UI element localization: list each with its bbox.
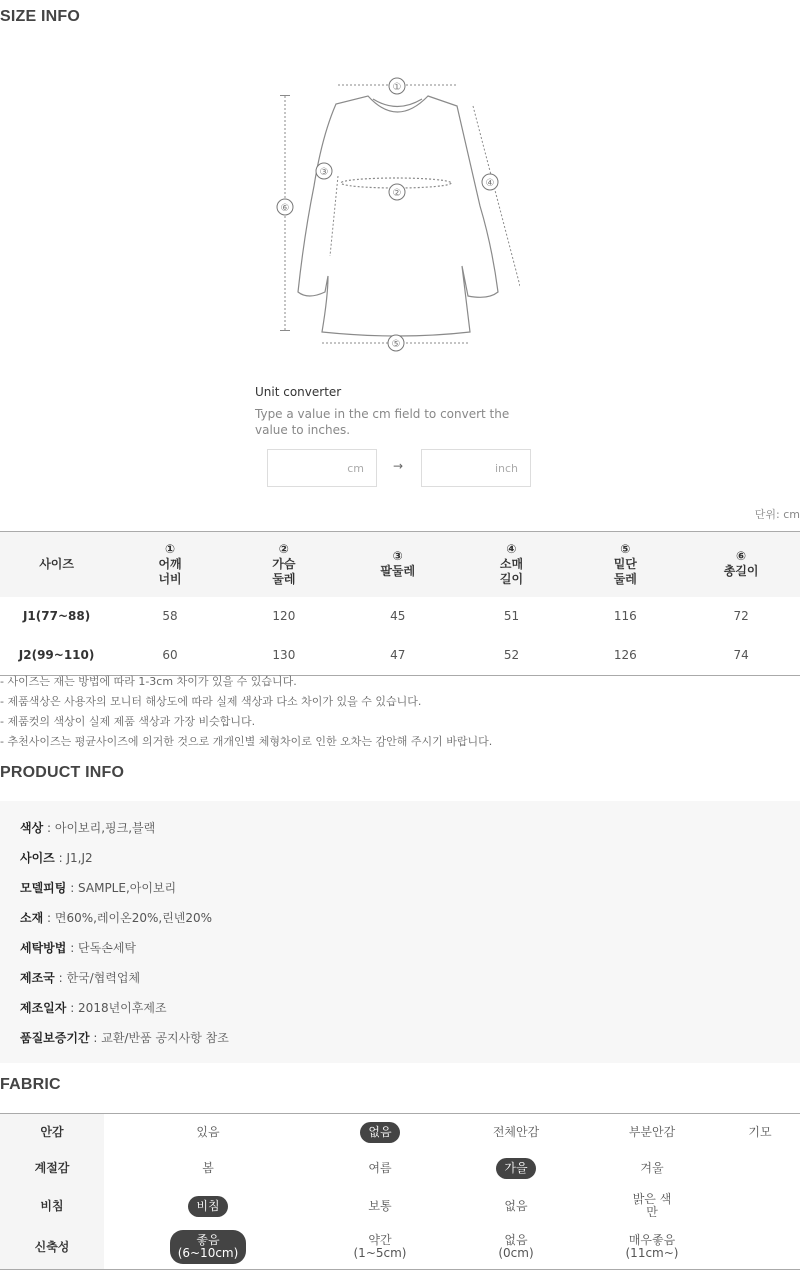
fabric-option-cell	[104, 1187, 312, 1226]
fabric-option-cell	[448, 1151, 584, 1187]
fabric-label: 비침	[0, 1187, 104, 1226]
cm-input[interactable]: cm	[267, 449, 377, 487]
fabric-row	[0, 1187, 800, 1226]
product-info-value: : 아이보리,핑크,블랙	[43, 821, 156, 835]
product-info-label: 제조일자	[20, 1001, 67, 1015]
product-info-label: 품질보증기간	[20, 1031, 90, 1045]
option-text: 약간	[368, 1233, 392, 1248]
fabric-label: 안감	[0, 1114, 104, 1151]
size-notes	[0, 672, 492, 752]
size-header-cell	[455, 532, 569, 597]
option-text: 봄	[202, 1161, 214, 1175]
garment-size-diagram	[270, 66, 520, 356]
product-info-label: 모델피팅	[20, 881, 67, 895]
header-text: ⑤	[620, 541, 631, 556]
arrow-icon: →	[393, 459, 404, 473]
size-header-cell	[0, 532, 113, 597]
size-value-cell: 116	[613, 609, 637, 623]
converter-description: Type a value in the cm field to convert the value to inches.	[255, 407, 510, 437]
size-table-header	[0, 532, 800, 597]
size-value-cell: 60	[162, 648, 178, 662]
header-text: 어깨	[158, 556, 182, 571]
header-text: 밑단	[613, 556, 637, 571]
option-text: (0cm)	[498, 1246, 534, 1261]
neckline	[373, 99, 422, 107]
size-value-cell: 130	[272, 648, 296, 662]
note-item: - 제품색상은 사용자의 모니터 해상도에 따라 실제 색상과 다소 차이가 있을 수 있습니다.	[0, 695, 422, 708]
fabric-option-cell	[312, 1114, 448, 1151]
size-header-cell	[568, 532, 682, 597]
fabric-option-cell	[104, 1226, 312, 1270]
fabric-option-cell	[584, 1226, 720, 1270]
product-info-row	[20, 999, 167, 1016]
fabric-option-cell	[448, 1226, 584, 1270]
header-text: ①	[164, 541, 176, 556]
option-text: 밝은 색	[632, 1192, 672, 1206]
product-info-label: 색상	[20, 821, 44, 835]
option-text: 부분안감	[628, 1124, 676, 1139]
fabric-option-cell	[720, 1226, 800, 1270]
option-text: 만	[646, 1205, 658, 1219]
fabric-title: FABRIC	[0, 1076, 61, 1093]
fabric-label: 신축성	[0, 1226, 104, 1270]
product-info-row	[20, 1029, 229, 1046]
product-info-label: 세탁방법	[20, 941, 67, 955]
product-info-value: : 한국/협력업체	[54, 971, 141, 985]
header-text: 길이	[499, 571, 524, 586]
header-text: 둘레	[613, 571, 637, 586]
size-value-cell: 47	[390, 648, 406, 662]
fabric-option-cell	[584, 1151, 720, 1187]
option-text: 없음	[504, 1233, 528, 1248]
option-text: 보통	[368, 1198, 392, 1213]
header-text: 둘레	[272, 571, 296, 586]
selected-option-pill	[170, 1230, 247, 1264]
product-info-value: : SAMPLE,아이보리	[66, 881, 177, 895]
option-text: 여름	[368, 1161, 392, 1175]
product-info-title: PRODUCT INFO	[0, 764, 125, 781]
fabric-row	[0, 1114, 800, 1151]
table-row	[0, 636, 800, 676]
size-value-cell: 58	[162, 609, 178, 623]
product-info-value: : 면60%,레이온20%,린넨20%	[43, 911, 213, 925]
option-text: 가을	[504, 1161, 528, 1175]
product-info-row	[20, 849, 93, 866]
option-text: 있음	[196, 1124, 220, 1139]
size-header-cell	[113, 532, 227, 597]
option-text: (6~10cm)	[177, 1246, 239, 1261]
note-item: - 추천사이즈는 평균사이즈에 의거한 것으로 개개인별 체형차이로 인한 오차는 감안해 주시기 바랍니다.	[0, 735, 493, 748]
garment-outline	[298, 96, 498, 336]
product-info-value: : J1,J2	[54, 851, 93, 865]
fabric-option-cell	[312, 1187, 448, 1226]
size-value-cell: 120	[272, 609, 296, 623]
marker-5: ⑤	[391, 339, 401, 350]
option-text: 겨울	[640, 1161, 664, 1175]
fabric-option-cell	[720, 1151, 800, 1187]
size-value-cell: 74	[733, 648, 749, 662]
option-text: 없음	[368, 1124, 392, 1139]
fabric-option-cell	[584, 1187, 720, 1226]
size-header-cell	[341, 532, 455, 597]
header-text: ⑥	[736, 549, 747, 564]
product-info-label: 사이즈	[20, 851, 55, 865]
size-table	[0, 531, 800, 676]
product-info-box	[0, 801, 800, 1063]
header-text: 너비	[158, 571, 182, 586]
header-text: 팔둘레	[380, 564, 416, 579]
header-text: 총길이	[723, 564, 759, 579]
marker-4: ④	[485, 178, 495, 189]
product-info-row	[20, 939, 136, 956]
selected-option-pill	[496, 1158, 535, 1179]
product-info-row	[20, 879, 176, 896]
marker-6: ⑥	[280, 203, 290, 214]
selected-option-pill	[188, 1196, 227, 1217]
header-text: 가슴	[272, 556, 296, 571]
option-text: 비침	[196, 1198, 220, 1213]
inch-input[interactable]: inch	[421, 449, 531, 487]
product-info-value: : 2018년이후제조	[66, 1001, 167, 1015]
note-item: - 사이즈는 재는 방법에 따라 1-3cm 차이가 있을 수 있습니다.	[0, 675, 297, 688]
product-info-value: : 교환/반품 공지사항 참조	[89, 1031, 229, 1045]
note-item: - 제품컷의 색상이 실제 제품 색상과 가장 비슷합니다.	[0, 715, 256, 728]
option-text: 기모	[748, 1124, 772, 1139]
product-info-row	[20, 909, 212, 926]
converter-title: Unit converter	[255, 385, 342, 399]
size-header-cell	[682, 532, 800, 597]
fabric-row	[0, 1226, 800, 1270]
product-info-label: 소재	[20, 911, 44, 925]
fabric-option-cell	[448, 1114, 584, 1151]
size-info-title: SIZE INFO	[0, 8, 81, 25]
header-text: 소매	[499, 556, 524, 571]
fabric-option-cell	[720, 1114, 800, 1151]
option-text: 전체안감	[492, 1124, 540, 1139]
fabric-row	[0, 1151, 800, 1187]
option-text: 좋음	[196, 1233, 220, 1248]
fabric-option-cell	[312, 1151, 448, 1187]
size-value-cell: 72	[733, 609, 749, 623]
size-value-cell: 51	[503, 609, 520, 623]
header-text: ④	[506, 541, 517, 556]
product-info-row	[20, 819, 155, 836]
option-text: 없음	[504, 1198, 528, 1213]
option-text: (1~5cm)	[353, 1246, 407, 1261]
size-value-cell: 52	[503, 648, 520, 662]
option-text: (11cm~)	[625, 1246, 679, 1261]
unit-note: 단위: cm	[754, 508, 800, 521]
option-text: 매우좋음	[628, 1233, 676, 1248]
fabric-option-cell	[584, 1114, 720, 1151]
marker-1: ①	[392, 82, 402, 93]
size-header-cell	[227, 532, 341, 597]
product-info-value: : 단독손세탁	[66, 941, 137, 955]
header-text: 사이즈	[39, 556, 74, 571]
fabric-option-cell	[104, 1151, 312, 1187]
size-name-cell: J1(77~88)	[22, 609, 91, 623]
product-info-row	[20, 969, 140, 986]
size-value-cell: 45	[390, 609, 406, 623]
fabric-option-cell	[720, 1187, 800, 1226]
fabric-label: 계절감	[0, 1151, 104, 1187]
size-name-cell: J2(99~110)	[18, 648, 95, 662]
fabric-option-cell	[104, 1114, 312, 1151]
fabric-table	[0, 1113, 800, 1270]
marker-3: ③	[319, 167, 329, 178]
selected-option-pill	[360, 1122, 399, 1143]
table-row	[0, 597, 800, 636]
size-value-cell: 126	[613, 648, 637, 662]
fabric-option-cell	[312, 1226, 448, 1270]
fabric-option-cell	[448, 1187, 584, 1226]
product-info-label: 제조국	[20, 971, 55, 985]
header-text: ②	[278, 541, 289, 556]
marker-2: ②	[392, 188, 402, 199]
header-text: ③	[392, 549, 403, 564]
